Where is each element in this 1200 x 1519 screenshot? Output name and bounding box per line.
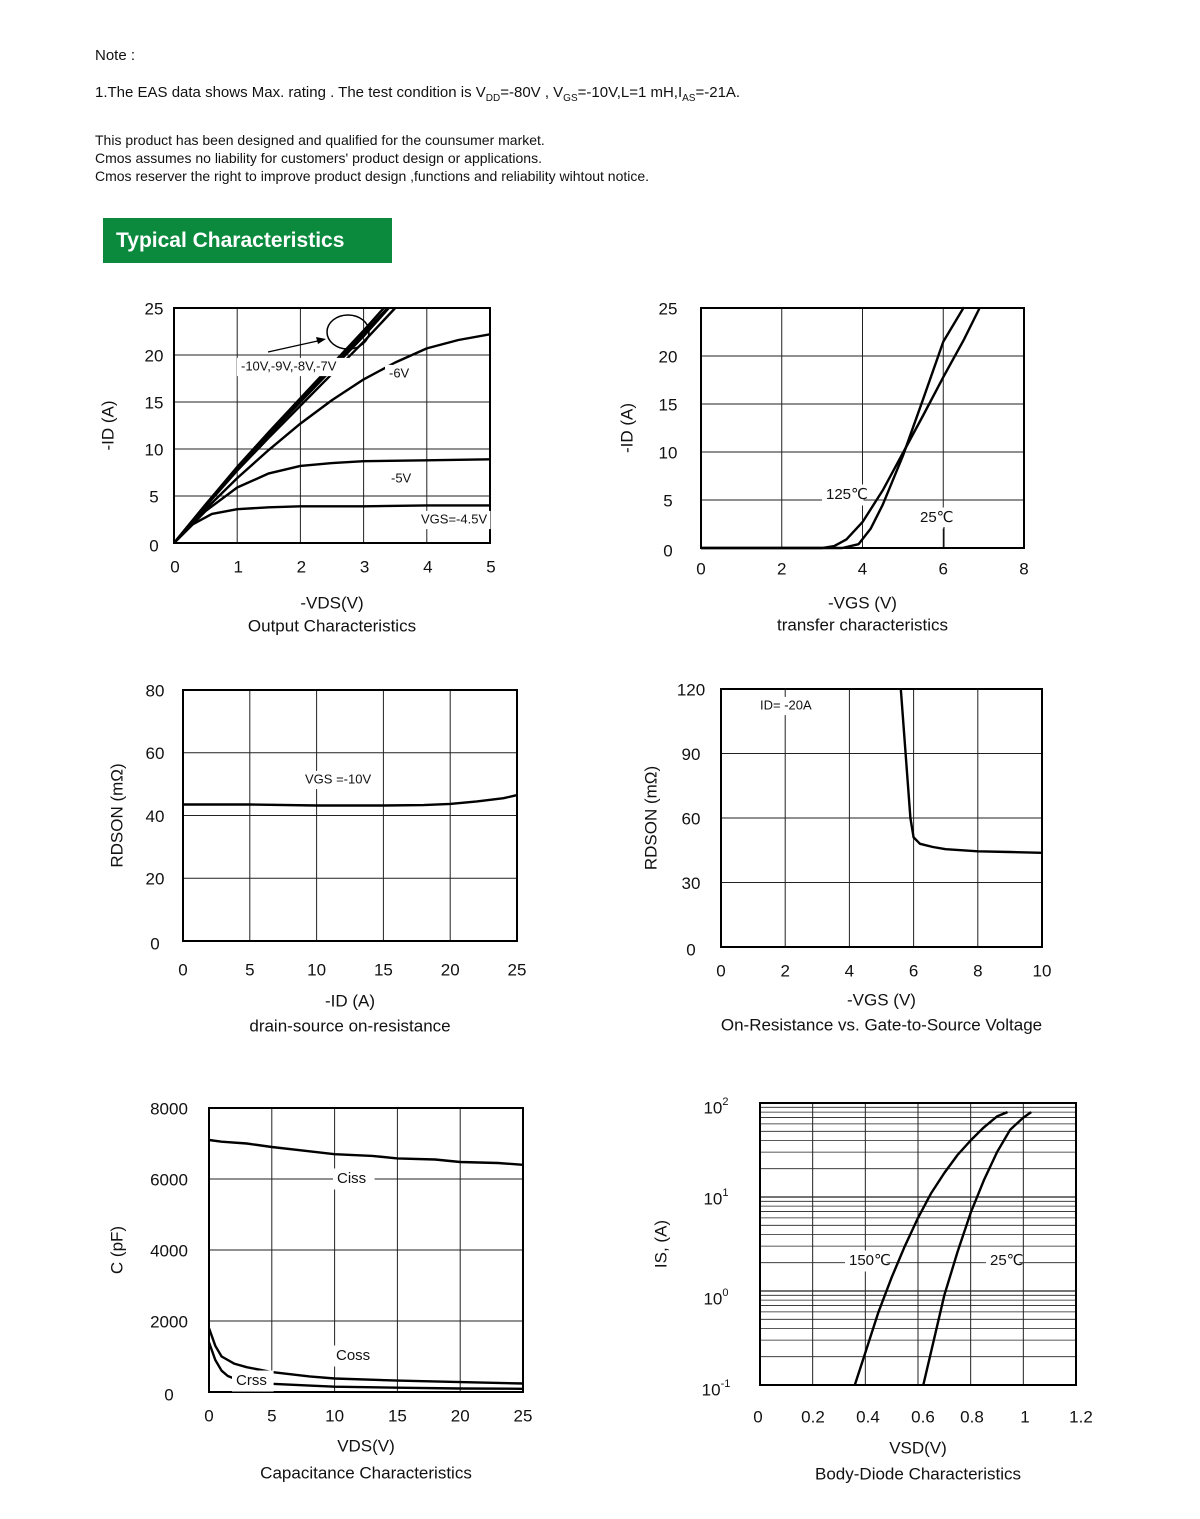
series-line-1 [209, 1140, 523, 1165]
x-tick-label: 6 [908, 961, 919, 981]
y-tick-label: 15 [144, 393, 164, 413]
disclaimer-line: Cmos assumes no liability for customers' product design or applications. [95, 150, 542, 166]
x-tick-label: 8 [1019, 559, 1029, 579]
x-tick-label: 15 [387, 1406, 407, 1426]
annotation-label: Ciss [337, 1169, 367, 1187]
x-tick-label: 2 [777, 559, 787, 579]
y-axis-label: -ID (A) [98, 400, 118, 451]
annotation-label: -10V,-9V,-8V,-7V [241, 358, 337, 374]
annotation-label: Crss [236, 1371, 267, 1389]
y-tick-label: 6000 [150, 1170, 188, 1190]
chart-6 [651, 1096, 1092, 1484]
x-tick-label: 0 [716, 961, 726, 981]
annotation-label: 125℃ [826, 485, 868, 503]
x-tick-label: 15 [373, 960, 393, 980]
x-tick-label: 0.2 [801, 1407, 825, 1427]
y-tick-label: $10^2$ [703, 1095, 729, 1118]
x-tick-label: 20 [440, 960, 460, 980]
x-axis-label: VDS(V) [337, 1436, 395, 1456]
y-tick-label: $10^{-1}$ [701, 1377, 731, 1400]
x-tick-label: 0 [204, 1406, 214, 1426]
y-tick-label: 120 [676, 680, 706, 700]
x-tick-label: 3 [359, 557, 370, 577]
x-tick-label: 25 [507, 960, 527, 980]
y-axis-label: IS, (A) [651, 1219, 671, 1269]
x-axis-label: -VGS (V) [828, 593, 897, 613]
y-tick-label: 0 [686, 940, 696, 960]
series-line-2 [923, 1112, 1031, 1385]
y-tick-label: 25 [658, 299, 678, 319]
y-tick-label: 4000 [150, 1241, 188, 1261]
series-line-1 [183, 795, 517, 805]
x-axis-label: -VGS (V) [847, 990, 916, 1010]
section-banner: Typical Characteristics [103, 218, 392, 263]
annotation-label: -5V [391, 470, 412, 486]
x-tick-label: 5 [245, 960, 255, 980]
y-tick-label: 10 [658, 443, 678, 463]
x-tick-label: 2 [296, 557, 307, 577]
annotation-label: Coss [336, 1346, 371, 1364]
x-tick-label: 10 [325, 1406, 345, 1426]
x-tick-label: 1 [1020, 1407, 1030, 1427]
grid [183, 690, 517, 941]
x-tick-label: 0 [753, 1407, 763, 1427]
series-line-1 [901, 689, 1042, 853]
series-group [183, 795, 517, 805]
disclaimer-line: This product has been designed and qualified for the counsumer market. [95, 132, 545, 148]
x-tick-label: 10 [1032, 961, 1052, 981]
y-tick-label: 0 [149, 536, 159, 556]
grid [701, 308, 1024, 548]
y-tick-label: $10^0$ [703, 1286, 729, 1309]
x-tick-label: 0.4 [856, 1407, 880, 1427]
chart-4 [641, 680, 1051, 1034]
y-tick-label: 80 [145, 681, 165, 701]
y-tick-label: 5 [149, 487, 159, 507]
x-axis-label: -VDS(V) [300, 593, 364, 613]
x-tick-label: 4 [857, 559, 868, 579]
annotation-label: 25℃ [920, 508, 954, 526]
note-label: Note : [95, 47, 136, 64]
series-line-1 [855, 1112, 1008, 1385]
chart-5 [107, 1099, 532, 1482]
chart-title: transfer characteristics [777, 615, 948, 635]
chart-title: Body-Diode Characteristics [815, 1464, 1021, 1484]
x-tick-label: 1 [233, 557, 243, 577]
y-tick-label: 90 [681, 744, 701, 764]
y-tick-label: 25 [144, 299, 164, 319]
y-tick-label: 15 [658, 395, 678, 415]
chart-2 [617, 299, 1028, 634]
annotation-label: -6V [389, 365, 410, 381]
annotation-arrow [268, 340, 322, 352]
chart-title: drain-source on-resistance [249, 1016, 451, 1036]
x-tick-label: 25 [513, 1406, 533, 1426]
y-tick-label: 0 [164, 1385, 174, 1405]
x-axis-label: -ID (A) [324, 991, 376, 1011]
x-tick-label: 4 [423, 557, 433, 577]
x-tick-label: 0 [170, 557, 180, 577]
grid [721, 689, 1042, 947]
x-tick-label: 0 [178, 960, 188, 980]
y-tick-label: 5 [663, 491, 673, 511]
y-axis-label: C (pF) [107, 1225, 127, 1275]
annotation-label: ID= -20A [760, 697, 812, 713]
note-eas: 1.The EAS data shows Max. rating . The test condition is $V_{DD}=-80V$ , $V_{GS}=-10V,L=1$ $mH,I_{AS}=-21A$. [95, 84, 741, 104]
y-tick-exponent: 0 [722, 1286, 729, 1299]
y-tick-exponent: 2 [722, 1095, 729, 1108]
chart-title: On-Resistance vs. Gate-to-Source Voltage [720, 1015, 1043, 1035]
disclaimer-line: Cmos reserver the right to improve product design ,functions and reliability wihtout notice. [95, 168, 650, 184]
y-tick-label: 8000 [150, 1099, 188, 1119]
y-tick-label: 2000 [150, 1312, 188, 1332]
y-tick-label: 10 [144, 440, 164, 460]
grid [760, 1103, 1076, 1385]
x-tick-label: 0.8 [960, 1407, 984, 1427]
chart-title: Output Characteristics [247, 616, 417, 636]
y-axis-label: -ID (A) [617, 402, 637, 454]
y-tick-label: 20 [144, 346, 164, 366]
y-tick-label: 40 [145, 806, 165, 826]
x-axis-label: VSD(V) [889, 1438, 947, 1458]
annotation-label: VGS=-4.5V [421, 511, 488, 527]
x-tick-label: 6 [938, 559, 948, 579]
y-tick-exponent: -1 [720, 1377, 731, 1390]
y-tick-label: 60 [681, 809, 701, 829]
x-tick-label: 5 [267, 1406, 277, 1426]
chart-1 [98, 299, 495, 635]
y-tick-label: 20 [145, 869, 165, 889]
x-tick-label: 5 [486, 557, 496, 577]
y-tick-label: 30 [681, 873, 701, 893]
series-group [855, 1112, 1031, 1385]
x-tick-label: 1.2 [1069, 1407, 1093, 1427]
y-axis-label: RDSON (mΩ) [107, 763, 127, 868]
x-tick-label: 0.6 [911, 1407, 935, 1427]
annotation-label: 150℃ [849, 1251, 891, 1269]
y-tick-label: 0 [150, 934, 160, 954]
x-tick-label: 4 [844, 961, 855, 981]
x-tick-label: 10 [307, 960, 327, 980]
chart-title: Capacitance Characteristics [260, 1463, 472, 1483]
y-axis-label: RDSON (mΩ) [641, 765, 661, 871]
series-group [901, 689, 1042, 853]
x-tick-label: 2 [780, 961, 790, 981]
annotation-label: 25℃ [990, 1251, 1024, 1269]
annotation-label: VGS =-10V [305, 771, 372, 787]
chart-3 [107, 681, 526, 1035]
y-tick-label: 0 [663, 541, 673, 561]
x-tick-label: 0 [696, 559, 706, 579]
y-tick-exponent: 1 [722, 1186, 729, 1199]
y-tick-label: $10^1$ [703, 1186, 729, 1209]
arrow-head-icon [316, 337, 326, 344]
x-tick-label: 20 [450, 1406, 470, 1426]
y-tick-label: 60 [145, 744, 165, 764]
y-tick-label: 20 [658, 347, 678, 367]
x-tick-label: 8 [973, 961, 983, 981]
series-line-6 [174, 459, 490, 543]
